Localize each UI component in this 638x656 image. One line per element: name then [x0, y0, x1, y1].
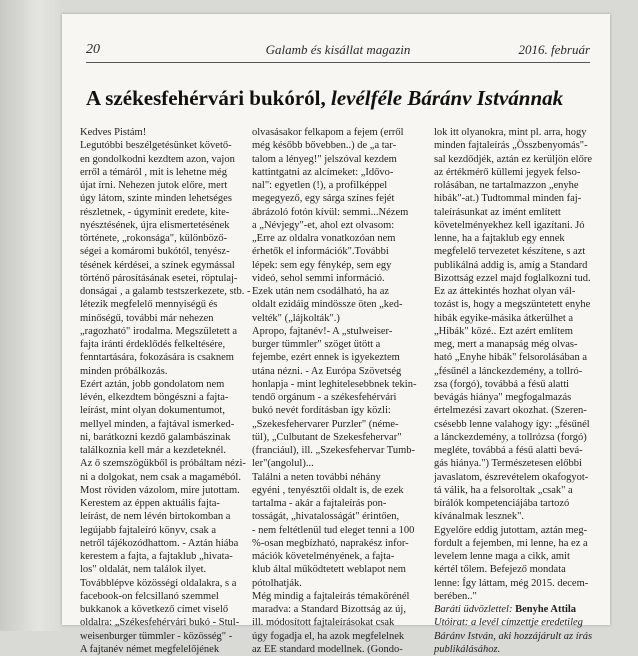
column-2-line: talom a lényeg!" jelszóval kezdem	[252, 153, 397, 165]
column-2-line: utána nézni. - Az Európa Szövetség	[252, 365, 402, 377]
column-2-line: Még mindig a fajtaleírás témakörénél	[252, 590, 410, 602]
column-3-line: lenne, ha a fajtaklub egy ennek	[434, 233, 565, 244]
column-1-line: története, „rokonsága", különböző-	[80, 233, 228, 244]
column-1-line: bukkanok a következő címet viselő	[80, 604, 229, 615]
column-1-line: minőségű, további már nehezen	[80, 312, 214, 324]
column-2-line: Találni a neten további néhány	[252, 471, 381, 483]
column-2-line: egyéni , tenyésztői oldalt is, de ezek	[252, 484, 404, 496]
column-2-line: videó, sehol semmi információ.	[252, 272, 385, 284]
column-2-line: burger tümmler" szöget ütött a	[252, 339, 381, 350]
column-1-line: lévén, elkezdtem böngészni a fajta-	[80, 392, 229, 403]
column-3-line: meg, mert a manapság még olvas-	[434, 339, 578, 350]
column-1-line: donságai , a galamb testszerkezete, stb. -	[80, 286, 251, 297]
column-2-line: nal": egyetlen (!), a profilképpel	[252, 180, 388, 191]
column-3-line: tozást is, hogy a megszüntetett enyhe	[434, 299, 591, 311]
column-3-line: az értékmérő küllemi jegyek felso-	[434, 166, 581, 178]
column-2-line: velték" („lájkolták".)	[252, 312, 340, 324]
column-1-line: ni, barátkozni kezdő galambászinak	[80, 431, 231, 443]
column-1-line: úgy látom, szinte minden lehetséges	[80, 193, 232, 205]
column-1-line: fajta iránti érdeklődés felkeltésére,	[80, 339, 226, 350]
column-1-line: nyésztésének, újra elismertetésének	[80, 219, 230, 231]
column-3-text	[434, 126, 600, 603]
column-3-line: rolásában, ne tartalmazzon „enyhe	[434, 180, 579, 191]
column-1-line: Ezért aztán, jobb gondolatom nem	[80, 378, 225, 390]
column-3-line: „fésűnél a lánckezdemény, a tollró-	[434, 365, 583, 377]
column-2-line: ábrázoló fotón kívül: semmi...Nézem	[252, 206, 409, 218]
column-2-line: tosságát, „hivatalosságát" érintően,	[252, 511, 400, 523]
column-2-line: olvasásakor felkapom a fejem (erről	[252, 127, 404, 138]
column-3-line: csésebb lenne valahogy így: „fésűnél	[434, 418, 590, 430]
column-3-line: bírálók kompetenciájába tartozó	[434, 498, 570, 509]
signature-name: Benyhe Attila	[515, 604, 577, 615]
column-2-line: kattintgatni az alcímeket: „Idővo-	[252, 166, 394, 178]
postscript-line: Utóirat: a levél címzettje eredetileg	[434, 617, 583, 629]
column-1-line: tésének kérdései, a színek egymással	[80, 259, 235, 271]
column-3-line: ható „Enyhe hibák" felsorolásában a	[434, 352, 587, 364]
column-2-line: mációk követelményének, a fajta-	[252, 551, 395, 562]
header-rule	[86, 62, 590, 63]
column-1-line: legújabb fajtaleíró könyv, csak a	[80, 524, 217, 536]
column-3-line: sal kezdődjék, aztán ez kerüljön előre	[434, 153, 593, 165]
column-1-line: újat írni. Nehezen jutok előre, mert	[80, 180, 228, 191]
column-3-line: megléte, továbbá a fésű alatti bevá-	[434, 445, 583, 456]
column-3-line: javaslatom, észrevételem okafogyot-	[434, 471, 589, 483]
column-2-line: Apropo, fajtanév!- A „stulweiser-	[252, 325, 393, 337]
column-3-line: megfelelő tervezetet készítene, s azt	[434, 246, 586, 258]
column-1-line: ségei a komáromi bukótól, tenyész-	[80, 246, 230, 258]
column-1-line: részletnek, - úgyminit eredete, kite-	[80, 206, 230, 218]
postscript-line: Báránv István, aki hozzájárult az írás	[434, 630, 593, 642]
column-2-line: Ezek után nem csodálható, ha az	[252, 286, 390, 297]
column-2-line: lépek: sem egy fénykép, sem egy	[252, 259, 392, 271]
column-1-line: leírást, de nem lévén birtokomban a	[80, 511, 231, 523]
column-3-line: kívánalmak lesznek".	[434, 511, 525, 523]
column-3-line: taleírásunkat az imént említett	[434, 206, 561, 218]
column-3-line: bevágás hiánya" megfogalmazás	[434, 392, 572, 403]
column-1-line: fenntartására, fokozására is csaknem	[80, 352, 234, 364]
column-2-line: „Erre az oldalra vonatkozóan nem	[252, 233, 396, 244]
column-3-line: Egyelőre eddig jutottam, aztán meg-	[434, 524, 588, 536]
column-2-line: fejembe, ezért ennek is igyekeztem	[252, 352, 400, 364]
column-1-line: Most röviden vázolom, mire jutottam.	[80, 484, 240, 496]
column-3-line: publikálná addig is, amíg a Standard	[434, 259, 588, 271]
column-3-line: fordult a fejemben, mi lenne, ha ez a	[434, 537, 588, 549]
column-1-line: en gondolkodni kezdtem azon, vajon	[80, 153, 235, 165]
column-2-line: - nem feltétlenül tud eleget tenni a 100	[252, 524, 415, 536]
column-1-line: Legutóbbi beszélgetésünket követő-	[80, 140, 232, 152]
book-spine-shadow	[0, 0, 64, 631]
column-2-line: tül), „Culbutant de Szekesfehervar"	[252, 431, 402, 443]
article-column-3	[434, 126, 600, 656]
column-3-line: hibák egyike-másika átkerülhet a	[434, 312, 574, 324]
column-2-line: az EE standard modellnek. (Gondo-	[252, 643, 403, 655]
column-3-line: értelmezési zavart okozhat. (Szeren-	[434, 405, 587, 417]
running-header	[86, 42, 590, 62]
column-2-line: még később bővebben..) de „a tar-	[252, 140, 397, 152]
article-title	[86, 86, 590, 111]
article-title-main: A székesfehérvári bukóról,	[86, 86, 331, 110]
column-3-line: kértél tőlem. Befejező mondata	[434, 564, 566, 576]
column-1-line: oldalra: „Székesfehérvári bukó - Stul-	[80, 617, 240, 629]
column-3-line: követelményekhez kell igazítani. Jó	[434, 219, 585, 231]
article-column-1	[80, 126, 251, 656]
column-2-line: (franciául), ill. „Szekesfehervar Tumb-	[252, 445, 415, 456]
column-1-line: Az ő szemszögükből is próbáltam nézi-	[80, 458, 246, 470]
column-1-line: ni a dolgokat, nem csak a magaméból.	[80, 471, 241, 483]
column-1-line: facebook-on felcsillanó szemmel	[80, 590, 219, 602]
column-3-line: gás hiánya.") Természetesen előbbi	[434, 458, 582, 470]
column-1-line: Kerestem az éppen aktuális fajta-	[80, 498, 220, 509]
column-2-line: %-osan megbízható, naprakész infor-	[252, 537, 409, 549]
column-3-line: lenne: Így láttam, még 2015. decem-	[434, 577, 589, 589]
column-2-line: tendő orgánum - a székesfehérvári	[252, 392, 397, 403]
signature-line	[434, 603, 600, 616]
column-1-line: netről tájékozódhattom. - Aztán hiába	[80, 537, 239, 549]
column-3-line: tá válik, ha a felsoroltak „csak" a	[434, 484, 573, 496]
column-1-line: Kedves Pistám!	[80, 127, 147, 138]
column-2-line: bukó nevét fordításban így közli:	[252, 405, 391, 417]
column-2-line: klub által működtetett weblapot nem	[252, 564, 406, 576]
column-3-line: levelem lenne maga a cikk, amit	[434, 551, 570, 562]
column-1-line: találkoznia kell már a kezdeteknél.	[80, 445, 227, 456]
signature-prefix: Baráti üdvözlettel:	[434, 604, 516, 615]
column-1-line: mellyel minden, a fajtával ismerked-	[80, 418, 235, 430]
column-2-line: megegyező, egy sárga színes fejét	[252, 193, 395, 205]
column-1-line: weisenburger tümmler - közösség" -	[80, 630, 233, 642]
column-2-line: honlapja - mint leghitelesebbnek tekin-	[252, 378, 417, 390]
column-3-line: minden fajtaleírás „Összbenyomás"-	[434, 140, 588, 152]
column-3-line: Bizottság ezzel majd foglalkozni tud.	[434, 272, 591, 284]
column-1-line: kerestem a fajta, a fajtaklub „hivata-	[80, 551, 233, 562]
article-title-italic: levélféle Báránv Istvánnak	[330, 86, 564, 110]
column-3-line: a lánckezdemény, a tollrózsa (forgó)	[434, 431, 587, 443]
column-2-line: ill. módosított fajtaleírásokat csak	[252, 617, 395, 629]
column-3-line: zsa (forgó), továbbá a fésű alatti	[434, 378, 570, 390]
page-number: 20	[86, 42, 100, 57]
column-1-line: minden próbálkozás.	[80, 365, 168, 377]
column-3-line: Ez az áttekintés hozhat olyan vál-	[434, 286, 576, 297]
column-2-line: oldalt ezidáig mindössze öten „ked-	[252, 299, 403, 311]
postscript-line: publikálásához.	[434, 643, 501, 655]
magazine-name: Galamb és kisállat magazin	[265, 42, 411, 57]
article-column-2	[252, 126, 424, 656]
column-1-line: létezik megfelelő mennyiségű és	[80, 299, 218, 311]
column-2-line: pótolhatják.	[252, 577, 302, 589]
column-1-line: Továbblépve közösségi oldalakra, s a	[80, 577, 237, 589]
postscript	[434, 616, 600, 656]
column-2-line: „Szekesfehervarer Purzler" (néme-	[252, 418, 399, 430]
column-1-line: leírást, mint olyan dokumentumot,	[80, 405, 225, 417]
column-2-line: érhetők el információk".További	[252, 246, 389, 258]
column-3-line: „Hibák" közé.. Ezt azért említem	[434, 325, 573, 337]
column-1-line: A fajtanév német megfelelőjének	[80, 643, 220, 655]
column-1-line: erről a témáról , mit is lehetne még	[80, 166, 227, 178]
column-3-line: berében.."	[434, 590, 477, 602]
column-1-line: „ragozható" irodalma. Megszületett a	[80, 325, 238, 337]
column-2-line: maradva: a Standard Bizottság az új,	[252, 604, 406, 615]
column-2-line: tartalma - akár a fajtaleírás pon-	[252, 498, 387, 509]
magazine-page	[62, 14, 610, 655]
issue-date: 2016. február	[518, 42, 590, 57]
column-2-line: úgy fogadja el, ha azok megfelelnek	[252, 630, 405, 642]
column-1-line: los" oldalát, nem találok ilyet.	[80, 564, 207, 576]
column-2-line: a „Névjegy"-et, ahol ezt olvasom:	[252, 219, 395, 231]
column-1-line: történő párosításának esetei, röptulaj-	[80, 272, 238, 284]
column-3-line: lok itt olyanokra, mint pl. arra, hogy	[434, 127, 587, 138]
column-3-line: hibák"-at.) Tudtommal minden faj-	[434, 193, 582, 205]
column-2-line: ler"(angolul)...	[252, 458, 314, 470]
